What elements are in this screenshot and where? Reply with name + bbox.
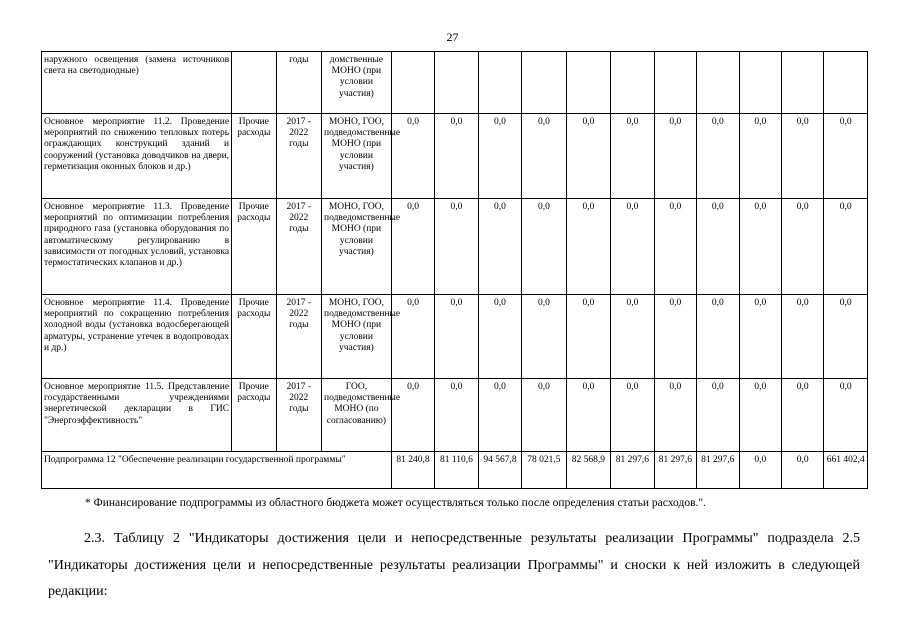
value-cell: 0,0 [566, 295, 610, 379]
value-cell: 0,0 [697, 295, 739, 379]
value-cell: 0,0 [522, 295, 566, 379]
value-cell: 0,0 [478, 199, 521, 295]
value-cell [697, 52, 739, 114]
value-cell: 0,0 [781, 295, 823, 379]
value-cell: 0,0 [435, 295, 478, 379]
subprogram-value: 94 567,8 [478, 452, 521, 489]
amendment-paragraph: 2.3. Таблицу 2 "Индикаторы достижения цели и непосредственные результаты реализации Программы" подраздела 2.5 "Индикаторы достижения цели и непосредственные результаты реализации Программы" и сноски к ней изложить в следующей редакции: [48, 531, 860, 599]
table-row [42, 295, 868, 379]
value-cell: 0,0 [781, 114, 823, 199]
footnote: * Финансирование подпрограммы из областного бюджета может осуществляться только после определения статьи расходов.". [85, 497, 706, 509]
value-cell: 0,0 [478, 379, 521, 452]
subprogram-row [42, 452, 868, 489]
table-row [42, 114, 868, 199]
value-cell: 0,0 [824, 114, 868, 199]
value-cell: 0,0 [654, 114, 696, 199]
executor: домственные МОНО (при условии участия) [322, 52, 392, 114]
value-cell: 0,0 [391, 199, 434, 295]
period: 2017 - 2022 годы [276, 199, 321, 295]
executor: МОНО, ГОО, подведомственные МОНО (при условии участия) [322, 114, 392, 199]
activity-description: наружного освещения (замена источников света на светодиодные) [42, 52, 232, 114]
value-cell: 0,0 [566, 114, 610, 199]
value-cell: 0,0 [739, 199, 781, 295]
expense-type: Прочие расходы [232, 114, 276, 199]
value-cell: 0,0 [739, 114, 781, 199]
table-row [42, 199, 868, 295]
value-cell: 0,0 [739, 295, 781, 379]
activity-description: Основное мероприятие 11.5. Представление государственными учреждениями энергетической декларации в ГИС "Энергоэффективность" [42, 379, 232, 452]
period: годы [276, 52, 321, 114]
value-cell [391, 52, 434, 114]
value-cell [566, 52, 610, 114]
value-cell [522, 52, 566, 114]
budget-table [41, 51, 868, 489]
value-cell: 0,0 [697, 379, 739, 452]
value-cell [435, 52, 478, 114]
value-cell [824, 52, 868, 114]
value-cell: 0,0 [697, 114, 739, 199]
value-cell: 0,0 [824, 199, 868, 295]
subprogram-value: 81 110,6 [435, 452, 478, 489]
value-cell [781, 52, 823, 114]
expense-type: Прочие расходы [232, 295, 276, 379]
executor: МОНО, ГОО, подведомственные МОНО (при условии участия) [322, 295, 392, 379]
value-cell: 0,0 [611, 379, 654, 452]
value-cell: 0,0 [654, 199, 696, 295]
value-cell: 0,0 [435, 114, 478, 199]
activity-description: Основное мероприятие 11.3. Проведение мероприятий по оптимизации потребления природного газа (установка оборудования по автоматическому регулированию в зависимости от погодных условий, установка термостатических клапанов и др.) [42, 199, 232, 295]
subprogram-value: 0,0 [781, 452, 823, 489]
page-number: 27 [446, 30, 459, 44]
value-cell: 0,0 [824, 379, 868, 452]
value-cell: 0,0 [739, 379, 781, 452]
subprogram-value: 81 297,6 [697, 452, 739, 489]
value-cell: 0,0 [781, 379, 823, 452]
value-cell [478, 52, 521, 114]
value-cell: 0,0 [522, 379, 566, 452]
value-cell [739, 52, 781, 114]
value-cell: 0,0 [566, 379, 610, 452]
value-cell: 0,0 [478, 295, 521, 379]
value-cell: 0,0 [697, 199, 739, 295]
activity-description: Основное мероприятие 11.2. Проведение мероприятий по снижению тепловых потерь ограждающих конструкций зданий и сооружений (установка доводчиков на двери, герметизация оконных блоков и др.) [42, 114, 232, 199]
value-cell: 0,0 [566, 199, 610, 295]
value-cell: 0,0 [611, 199, 654, 295]
expense-type: Прочие расходы [232, 379, 276, 452]
value-cell: 0,0 [391, 295, 434, 379]
subprogram-value: 81 240,8 [391, 452, 434, 489]
value-cell: 0,0 [522, 199, 566, 295]
value-cell: 0,0 [824, 295, 868, 379]
subprogram-value: 78 021,5 [522, 452, 566, 489]
subprogram-value: 82 568,9 [566, 452, 610, 489]
subprogram-label: Подпрограмма 12 "Обеспечение реализации государственной программы" [42, 452, 392, 489]
subprogram-value: 81 297,6 [611, 452, 654, 489]
period: 2017 - 2022 годы [276, 295, 321, 379]
subprogram-value: 661 402,4 [824, 452, 868, 489]
value-cell: 0,0 [435, 199, 478, 295]
subprogram-value: 0,0 [739, 452, 781, 489]
expense-type [232, 52, 276, 114]
value-cell: 0,0 [654, 379, 696, 452]
expense-type: Прочие расходы [232, 199, 276, 295]
activity-description: Основное мероприятие 11.4. Проведение мероприятий по сокращению потребления холодной воды (установка водосберегающей арматуры, устранение утечек в водопроводах и др.) [42, 295, 232, 379]
value-cell [611, 52, 654, 114]
value-cell: 0,0 [654, 295, 696, 379]
value-cell: 0,0 [391, 379, 434, 452]
period: 2017 - 2022 годы [276, 114, 321, 199]
table-row [42, 379, 868, 452]
value-cell: 0,0 [781, 199, 823, 295]
value-cell: 0,0 [611, 114, 654, 199]
table-row [42, 52, 868, 114]
executor: ГОО, подведомственные МОНО (по согласованию) [322, 379, 392, 452]
value-cell: 0,0 [435, 379, 478, 452]
value-cell: 0,0 [391, 114, 434, 199]
value-cell: 0,0 [611, 295, 654, 379]
executor: МОНО, ГОО, подведомственные МОНО (при условии участия) [322, 199, 392, 295]
value-cell: 0,0 [478, 114, 521, 199]
value-cell: 0,0 [522, 114, 566, 199]
subprogram-value: 81 297,6 [654, 452, 696, 489]
period: 2017 - 2022 годы [276, 379, 321, 452]
value-cell [654, 52, 696, 114]
